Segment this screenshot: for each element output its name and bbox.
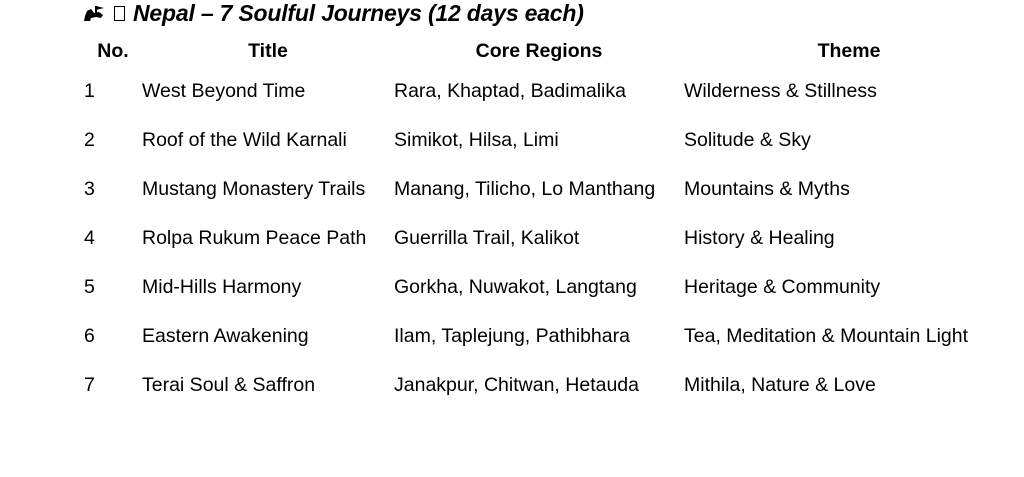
table-row	[84, 177, 1014, 226]
cell-title: Mustang Monastery Trails	[142, 178, 366, 200]
trekking-flag-icon	[82, 4, 108, 24]
cell-title: Mid-Hills Harmony	[142, 276, 302, 298]
cell-no: 5	[84, 276, 95, 298]
cell-theme: Mountains & Myths	[684, 178, 850, 200]
cell-core-regions: Gorkha, Nuwakot, Langtang	[394, 276, 637, 298]
cell-title: Terai Soul & Saffron	[142, 374, 316, 396]
cell-theme: Tea, Meditation & Mountain Light	[684, 325, 969, 347]
cell-core-regions: Guerrilla Trail, Kalikot	[394, 227, 580, 249]
cell-core-regions: Ilam, Taplejung, Pathibhara	[394, 325, 630, 347]
page-title-text: Nepal – 7 Soulful Journeys (12 days each)	[133, 0, 584, 26]
column-header-title: Title	[248, 40, 288, 62]
table-row	[84, 226, 1014, 275]
cell-core-regions: Manang, Tilicho, Lo Manthang	[394, 178, 656, 200]
column-header-no: No.	[97, 40, 129, 62]
journeys-table	[84, 40, 1014, 422]
table-row	[84, 275, 1014, 324]
cell-title: Roof of the Wild Karnali	[142, 129, 347, 151]
cell-core-regions: Rara, Khaptad, Badimalika	[394, 80, 626, 102]
cell-theme: Mithila, Nature & Love	[684, 374, 876, 396]
table-body	[84, 79, 1014, 422]
table-row	[84, 128, 1014, 177]
cell-title: Eastern Awakening	[142, 325, 309, 347]
page-title	[24, 0, 1000, 26]
column-header-theme: Theme	[817, 40, 881, 62]
cell-title: West Beyond Time	[142, 80, 306, 102]
cell-no: 6	[84, 325, 95, 347]
cell-theme: Wilderness & Stillness	[684, 80, 877, 102]
cell-theme: Heritage & Community	[684, 276, 881, 298]
table-header	[84, 40, 1014, 79]
cell-core-regions: Simikot, Hilsa, Limi	[394, 129, 559, 151]
cell-title: Rolpa Rukum Peace Path	[142, 227, 367, 249]
cell-theme: History & Healing	[684, 227, 835, 249]
cell-core-regions: Janakpur, Chitwan, Hetauda	[394, 374, 639, 396]
table-row	[84, 324, 1014, 373]
table-row	[84, 373, 1014, 422]
cell-no: 1	[84, 80, 95, 102]
table-header-row	[84, 40, 1014, 79]
table-row	[84, 79, 1014, 128]
cell-no: 7	[84, 374, 95, 396]
missing-glyph-box-icon	[114, 6, 125, 21]
cell-no: 3	[84, 178, 95, 200]
cell-no: 2	[84, 129, 95, 151]
cell-theme: Solitude & Sky	[684, 129, 811, 151]
cell-no: 4	[84, 227, 95, 249]
column-header-core-regions: Core Regions	[475, 40, 603, 62]
